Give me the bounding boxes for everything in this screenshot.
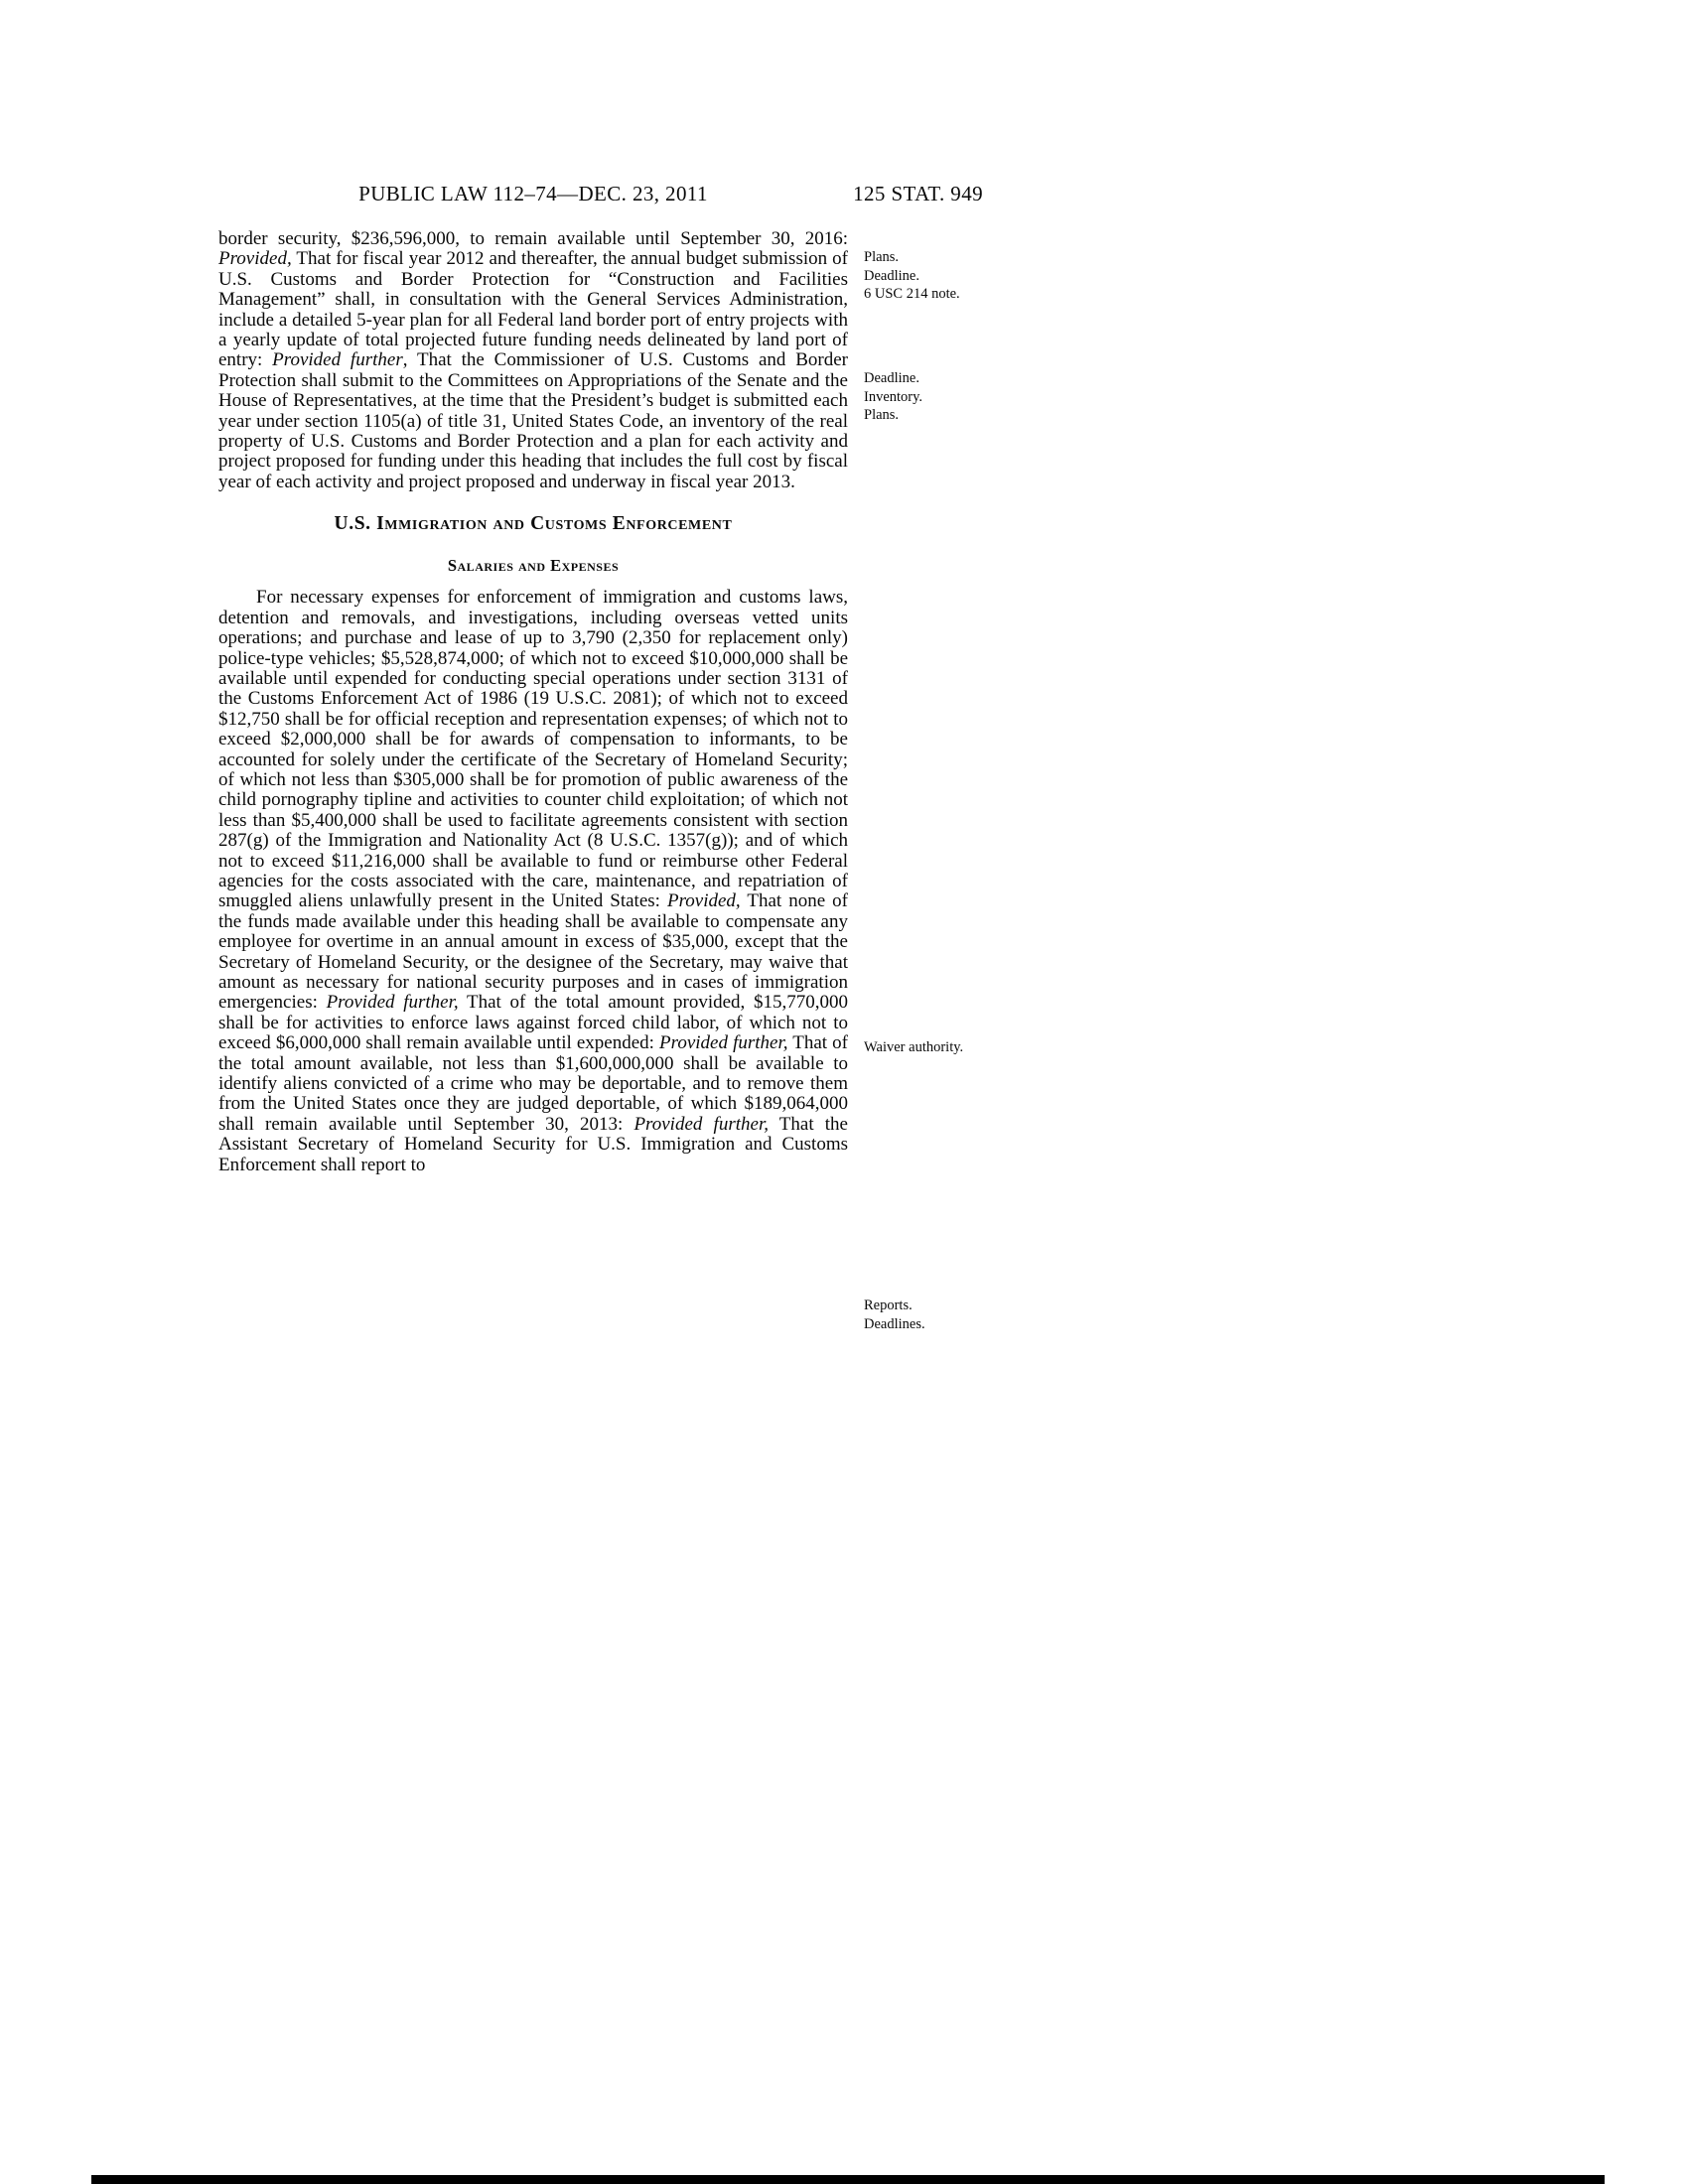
margin-note-line: Deadline. bbox=[864, 267, 919, 284]
margin-note-line: Deadline. bbox=[864, 370, 919, 386]
running-header bbox=[218, 182, 983, 209]
margin-note-line: Reports. bbox=[864, 1297, 913, 1313]
margin-note-line: Deadlines. bbox=[864, 1315, 925, 1332]
running-header-law-title: PUBLIC LAW 112–74—DEC. 23, 2011 bbox=[358, 182, 708, 205]
statute-text-column bbox=[218, 229, 848, 1175]
body-paragraph-continuation: border security, $236,596,000, to remain available until September 30, 2016: Provided, That for fiscal year 2012 and thereafter, the annual budget submission of U.S. Customs and Border Protection for “Construction and Facilities Management” shall, in consultation with the General Services Administration, include a detailed 5-year plan for all Federal land border port of entry projects with a yearly update of total projected future funding needs delineated by land port of entry: Provided further, That the Commissioner of U.S. Customs and Border Protection shall submit to the Committees on Appropriations of the Senate and the House of Representatives, at the time that the President’s budget is submitted each year under section 1105(a) of title 31, United States Code, an inventory of the real property of U.S. Customs and Border Protection and a plan for each activity and project proposed for funding under this heading that includes the full cost by fiscal year of each activity and project proposed and underway in fiscal year 2013. bbox=[218, 228, 848, 492]
running-header-page-number: 125 STAT. 949 bbox=[853, 182, 983, 205]
section-heading-account: U.S. Immigration and Customs Enforcement bbox=[334, 513, 733, 535]
margin-note-line: Inventory. bbox=[864, 388, 923, 405]
margin-note-group-reports-deadlines bbox=[864, 1297, 1033, 1333]
scan-artifact-bar bbox=[91, 2175, 1605, 2184]
body-paragraph-appropriation: For necessary expenses for enforcement of immigration and customs laws, detention and removals, and investigations, including overseas vetted units operations; and purchase and lease of up to 3,790 (2,350 for replacement only) police-type vehicles; $5,528,874,000; of which not to exceed $10,000,000 shall be available until expended for conducting special operations under section 3131 of the Customs Enforcement Act of 1986 (19 U.S.C. 2081); of which not to exceed $12,750 shall be for official reception and representation expenses; of which not to exceed $2,000,000 shall be for awards of compensation to informants, to be accounted for solely under the certificate of the Secretary of Homeland Security; of which not less than $305,000 shall be for promotion of public awareness of the child pornography tipline and activities to counter child exploitation; of which not less than $5,400,000 shall be used to facilitate agreements consistent with section 287(g) of the Immigration and Nationality Act (8 U.S.C. 1357(g)); and of which not to exceed $11,216,000 shall be available to fund or reimburse other Federal agencies for the costs associated with the care, maintenance, and repatriation of smuggled aliens unlawfully present in the United States: Provided, That none of the funds made available under this heading shall be available to compensate any employee for overtime in an annual amount in excess of $35,000, except that the Secretary of Homeland Security, or the designee of the Secretary, may waive that amount as necessary for national security purposes and in cases of immigration emergencies: Provided further, That of the total amount provided, $15,770,000 shall be for activities to enforce laws against forced child labor, of which not to exceed $6,000,000 shall remain available until expended: Provided further, That of the total amount available, not less than $1,600,000,000 shall be available to identify aliens convicted of a crime who may be deportable, and to remove them from the United States once they are judged deportable, of which $189,064,000 shall remain available until September 30, 2013: Provided further, That the Assistant Secretary of Homeland Security for U.S. Immigration and Customs Enforcement shall report to bbox=[218, 587, 848, 1175]
section-heading-appropriation: Salaries and Expenses bbox=[447, 556, 620, 576]
margin-note-group-plans-deadline bbox=[864, 248, 1033, 304]
margin-note-group-deadline-inventory bbox=[864, 369, 1033, 425]
margin-note-line: 6 USC 214 note. bbox=[864, 286, 960, 303]
margin-note-line: Plans. bbox=[864, 249, 900, 265]
margin-note-line: Plans. bbox=[864, 407, 900, 424]
margin-note-group-waiver-authority bbox=[864, 1038, 1033, 1057]
margin-note-line: Waiver authority. bbox=[864, 1039, 964, 1055]
